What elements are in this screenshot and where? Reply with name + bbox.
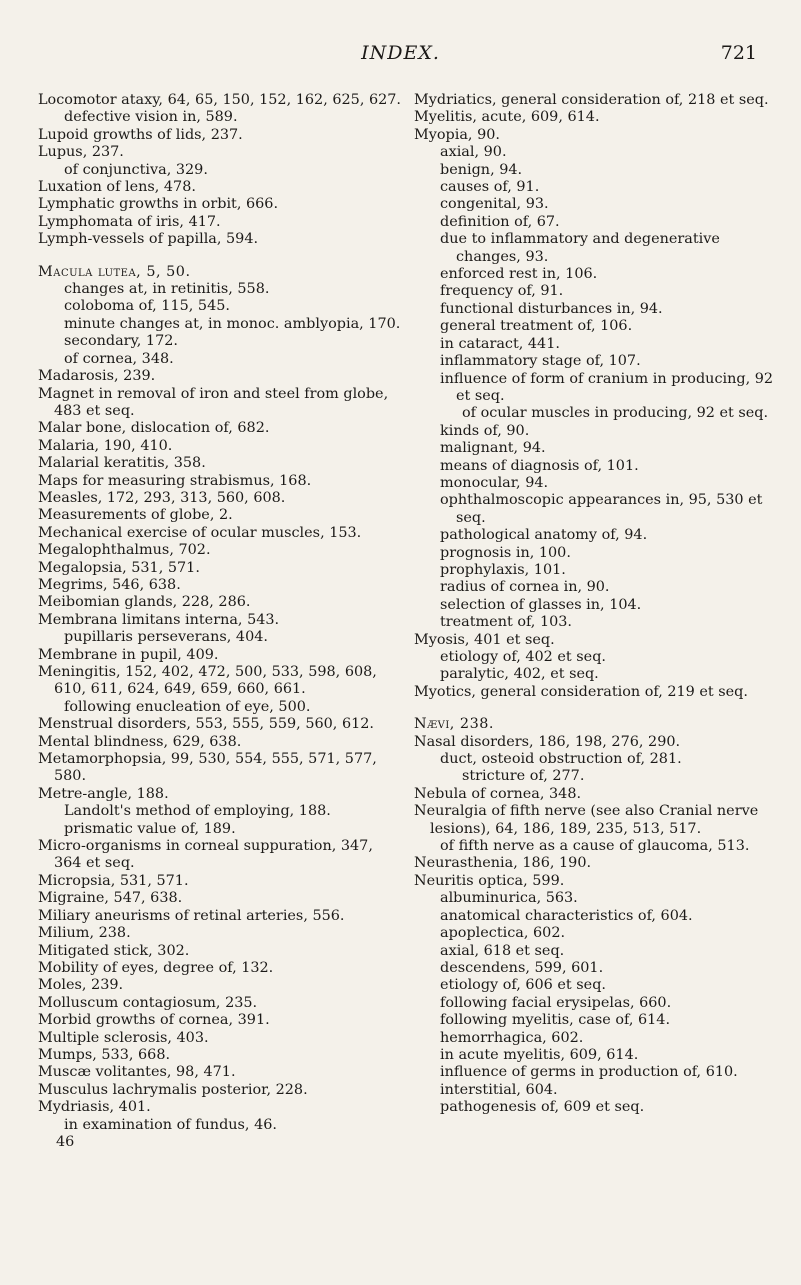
index-entry: treatment of, 103.: [440, 614, 572, 631]
index-entry: Morbid growths of cornea, 391.: [38, 1012, 270, 1029]
index-entry: Multiple sclerosis, 403.: [38, 1029, 209, 1046]
index-entry: Maps for measuring strabismus, 168.: [38, 472, 312, 489]
index-entry: Neuralgia of fifth nerve (see also Cranial nerve lesions), 64, 186, 189, 235, 513, 517.: [414, 803, 759, 837]
index-entry: axial, 90.: [440, 144, 507, 161]
index-entry: frequency of, 91.: [440, 283, 564, 300]
index-entry: Neuritis optica, 599.: [414, 872, 565, 889]
index-entry: Moles, 239.: [38, 977, 124, 994]
index-entry: pupillaris perseverans, 404.: [64, 629, 268, 646]
index-entry: kinds of, 90.: [440, 422, 530, 439]
index-entry: Menstrual disorders, 553, 555, 559, 560, 612.: [38, 716, 374, 733]
index-entry: Membrane in pupil, 409.: [38, 646, 219, 663]
index-entry: Luxation of lens, 478.: [38, 179, 196, 196]
index-entry: Measurements of globe, 2.: [38, 507, 233, 524]
index-entry: Lymphomata of iris, 417.: [38, 213, 221, 230]
index-entry: prognosis in, 100.: [440, 544, 571, 561]
index-entry: Malarial keratitis, 358.: [38, 455, 206, 472]
index-entry: paralytic, 402, et seq.: [440, 666, 599, 683]
index-entry: Measles, 172, 293, 313, 560, 608.: [38, 489, 286, 506]
index-entry: anatomical characteristics of, 604.: [440, 907, 693, 924]
index-entry: following facial erysipelas, 660.: [440, 994, 672, 1011]
index-entry: Magnet in removal of iron and steel from globe, 483 et seq.: [38, 385, 389, 419]
index-entry: selection of glasses in, 104.: [440, 596, 642, 613]
index-entry: prismatic value of, 189.: [64, 820, 236, 837]
index-entry: following enucleation of eye, 500.: [64, 698, 311, 715]
index-entry: functional disturbances in, 94.: [440, 300, 663, 317]
index-entry: hemorrhagica, 602.: [440, 1029, 584, 1046]
index-entry: definition of, 67.: [440, 213, 560, 230]
index-entry: pathogenesis of, 609 et seq.: [440, 1099, 645, 1116]
index-entry: Micropsia, 531, 571.: [38, 872, 189, 889]
index-entry: in acute myelitis, 609, 614.: [440, 1046, 639, 1063]
index-entry: Myotics, general consideration of, 219 et seq.: [414, 683, 748, 700]
index-entry: of cornea, 348.: [64, 350, 174, 367]
index-entry: Lymphatic growths in orbit, 666.: [38, 196, 279, 213]
index-entry: malignant, 94.: [440, 440, 546, 457]
index-entry: Malaria, 190, 410.: [38, 437, 173, 454]
index-entry: general treatment of, 106.: [440, 318, 633, 335]
index-entry: apoplectica, 602.: [440, 925, 566, 942]
index-entry: Molluscum contagiosum, 235.: [38, 994, 258, 1011]
index-entry: congenital, 93.: [440, 196, 549, 213]
index-entry: secondary, 172.: [64, 333, 178, 350]
index-entry: descendens, 599, 601.: [440, 959, 604, 976]
index-entry: of conjunctiva, 329.: [64, 161, 208, 178]
index-entry: influence of form of cranium in producing, 92 et seq.: [440, 370, 774, 404]
index-entry: Mechanical exercise of ocular muscles, 153.: [38, 524, 362, 541]
index-entry: of fifth nerve as a cause of glaucoma, 513.: [440, 838, 750, 855]
index-entry: coloboma of, 115, 545.: [64, 298, 230, 315]
index-entry: Lupus, 237.: [38, 144, 124, 161]
index-entry: Meibomian glands, 228, 286.: [38, 594, 251, 611]
index-entry: enforced rest in, 106.: [440, 266, 598, 283]
index-entry: Membrana limitans interna, 543.: [38, 611, 280, 628]
index-entry: Megalopsia, 531, 571.: [38, 559, 200, 576]
index-entry: Nebula of cornea, 348.: [414, 785, 582, 802]
index-entry: Megrims, 546, 638.: [38, 576, 181, 593]
index-entry: Nasal disorders, 186, 198, 276, 290.: [414, 733, 681, 750]
index-entry: Megalophthalmus, 702.: [38, 542, 211, 559]
index-entry: monocular, 94.: [440, 474, 549, 491]
index-entry: albuminurica, 563.: [440, 890, 578, 907]
index-entry: Musculus lachrymalis posterior, 228.: [38, 1081, 308, 1098]
index-entry: Mitigated stick, 302.: [38, 942, 190, 959]
index-entry: Mydriasis, 401.: [38, 1099, 151, 1116]
index-entry: interstitial, 604.: [440, 1081, 558, 1098]
index-entry: prophylaxis, 101.: [440, 561, 566, 578]
index-entry: Metamorphopsia, 99, 530, 554, 555, 571, 577, 580.: [38, 751, 377, 785]
index-entry: in examination of fundus, 46.: [64, 1116, 277, 1133]
index-entry: of ocular muscles in producing, 92 et seq.: [462, 405, 769, 422]
index-entry: Myopia, 90.: [414, 126, 500, 143]
index-entry: means of diagnosis of, 101.: [440, 457, 639, 474]
index-entry: Mumps, 533, 668.: [38, 1046, 171, 1063]
index-entry: Macula lutea, 5, 50.: [38, 263, 191, 280]
index-entry: Milium, 238.: [38, 925, 131, 942]
index-entry: Nævi, 238.: [414, 716, 494, 733]
index-entry: axial, 618 et seq.: [440, 942, 565, 959]
index-entry: Micro-organisms in corneal suppuration, 347, 364 et seq.: [38, 838, 373, 872]
index-entry: Myelitis, acute, 609, 614.: [414, 109, 600, 126]
index-entry: ophthalmoscopic appearances in, 95, 530 et seq.: [440, 492, 763, 526]
running-title: INDEX.: [361, 42, 440, 64]
index-entry: changes at, in retinitis, 558.: [64, 281, 270, 298]
index-entry: Locomotor ataxy, 64, 65, 150, 152, 162, 625, 627.: [38, 92, 402, 108]
index-entry: stricture of, 277.: [462, 768, 585, 785]
index-entry: Landolt's method of employing, 188.: [64, 803, 331, 820]
index-entry: etiology of, 606 et seq.: [440, 977, 606, 994]
page-number: 721: [720, 42, 757, 64]
index-entry: Metre-angle, 188.: [38, 785, 169, 802]
index-entry: causes of, 91.: [440, 179, 540, 196]
index-entry: Muscæ volitantes, 98, 471.: [38, 1064, 236, 1081]
index-entry: Neurasthenia, 186, 190.: [414, 855, 592, 872]
index-entry: benign, 94.: [440, 161, 523, 178]
index-entry: minute changes at, in monoc. amblyopia, 170.: [64, 315, 401, 332]
index-entry: in cataract, 441.: [440, 335, 560, 352]
index-entry: Meningitis, 152, 402, 472, 500, 533, 598, 608, 610, 611, 624, 649, 659, 660, 661.: [38, 664, 377, 698]
signature-number: 46: [56, 1133, 75, 1150]
index-entry: Mydriatics, general consideration of, 218 et seq.: [414, 92, 769, 108]
index-entry: Migraine, 547, 638.: [38, 890, 183, 907]
index-entry: Mobility of eyes, degree of, 132.: [38, 959, 274, 976]
index-entry: Madarosis, 239.: [38, 368, 156, 385]
index-entry: duct, osteoid obstruction of, 281.: [440, 751, 682, 768]
index-entry: radius of cornea in, 90.: [440, 579, 610, 596]
index-entry: Lymph-vessels of papilla, 594.: [38, 231, 259, 248]
index-entry: etiology of, 402 et seq.: [440, 649, 606, 665]
index-entry: due to inflammatory and degenerative changes, 93.: [440, 231, 720, 265]
page-header: [0, 36, 801, 66]
index-entry: Lupoid growths of lids, 237.: [38, 126, 243, 143]
index-entry: Myosis, 401 et seq.: [414, 631, 555, 648]
index-entry: defective vision in, 589.: [64, 109, 238, 126]
index-entry: influence of germs in production of, 610.: [440, 1064, 738, 1081]
index-entry: pathological anatomy of, 94.: [440, 527, 648, 544]
index-column-right: [414, 92, 774, 1117]
index-entry: inflammatory stage of, 107.: [440, 353, 641, 370]
index-entry: Malar bone, dislocation of, 682.: [38, 420, 270, 437]
index-column-left: [38, 92, 403, 1151]
index-entry: following myelitis, case of, 614.: [440, 1012, 671, 1029]
index-entry: Mental blindness, 629, 638.: [38, 733, 242, 750]
index-entry: Miliary aneurisms of retinal arteries, 556.: [38, 907, 345, 924]
